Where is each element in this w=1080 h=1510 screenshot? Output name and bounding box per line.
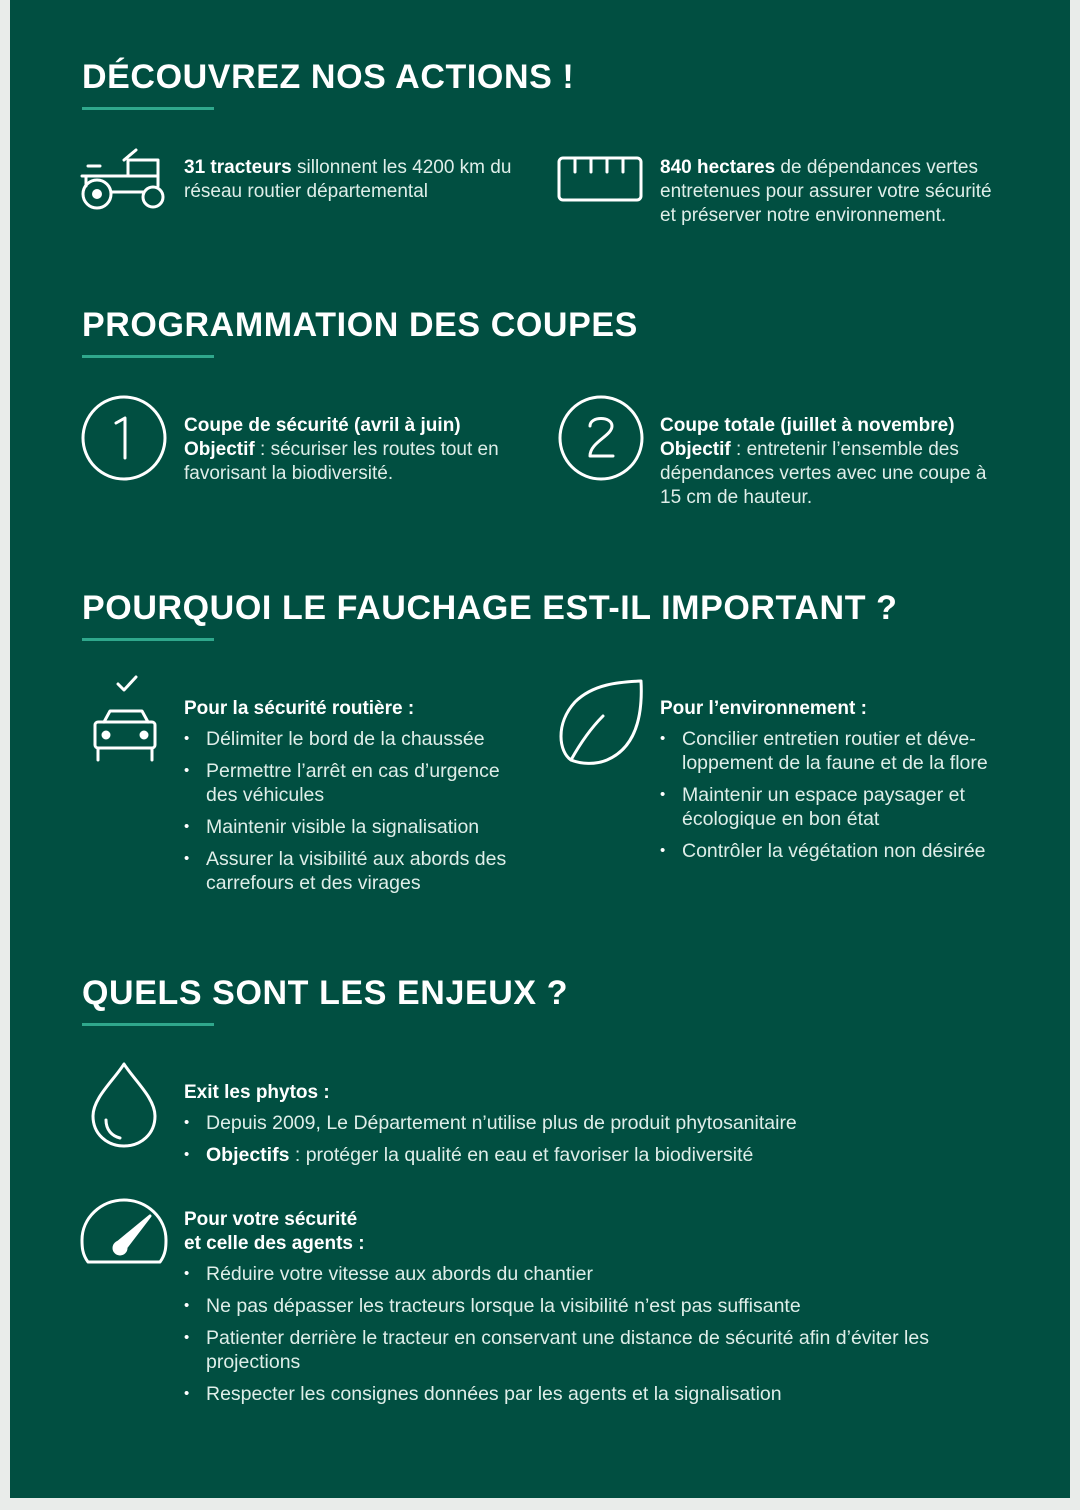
tractor-icon (80, 146, 170, 212)
heading-underline (82, 638, 214, 641)
leaf-icon (557, 678, 643, 764)
list-item: • Objectifs : protéger la qualité en eau et favoriser la biodiversité (184, 1143, 1034, 1167)
tractors-text: 31 tracteurs sillonnent les 4200 km du réseau routier départemental (184, 157, 512, 202)
list-item: • Depuis 2009, Le Département n’utilise plus de produit phytosanitaire (184, 1111, 1034, 1135)
phytos-block: Exit les phytos : • Depuis 2009, Le Département n’utilise plus de produit phytosanitaire • Objectifs : protéger la qualité en eau et favoriser la biodiversité (184, 1081, 1034, 1175)
car-check-icon (92, 674, 158, 766)
cut1-text: Coupe de sécurité (avril à juin) Objectif : sécuriser les routes tout en favorisant la biodiversité. (184, 415, 499, 484)
list-item: • Délimiter le bord de la chaussée (184, 727, 534, 751)
list-item: • Concilier entretien routier et déve-loppement de la faune et de la flore (660, 727, 1010, 775)
document-page (10, 0, 1070, 1498)
list-item: • Maintenir visible la signalisation (184, 815, 534, 839)
heading-enjeux: QUELS SONT LES ENJEUX ? (82, 974, 569, 1012)
heading-pourquoi: POURQUOI LE FAUCHAGE EST-IL IMPORTANT ? (82, 589, 898, 627)
number-one-icon (80, 394, 168, 482)
list-item: • Contrôler la végétation non désirée (660, 839, 1010, 863)
hectares-text: 840 hectares de dépendances vertes entretenues pour assurer votre sécurité et préserver notre environnement. (660, 157, 992, 226)
list-item: • Respecter les consignes données par les agents et la signalisation (184, 1382, 1034, 1406)
list-item: • Ne pas dépasser les tracteurs lorsque la visibilité n’est pas suffisante (184, 1294, 1034, 1318)
securite-agents-block: Pour votre sécurité et celle des agents : • Réduire votre vitesse aux abords du chantier • Ne pas dépasser les tracteurs lorsque la visibilité n’est pas suffisante • Patienter derrière le tracteur en conservant une distance de sécurité afin d’éviter les projections • Respecter les consignes données par les agents et la signalisation (184, 1208, 1034, 1414)
list-item: • Permettre l’arrêt en cas d’urgence des véhicules (184, 759, 534, 807)
heading-actions: DÉCOUVREZ NOS ACTIONS ! (82, 58, 575, 96)
list-item: • Maintenir un espace paysager et écologique en bon état (660, 783, 1010, 831)
water-drop-icon (90, 1060, 158, 1150)
list-item: • Assurer la visibilité aux abords des carrefours et des virages (184, 847, 534, 895)
heading-coupes: PROGRAMMATION DES COUPES (82, 306, 638, 344)
heading-underline (82, 1023, 214, 1026)
securite-routiere-block: Pour la sécurité routière : • Délimiter le bord de la chaussée • Permettre l’arrêt en cas d’urgence des véhicules • Maintenir visible la signalisation • Assurer la visibilité aux abords des carrefours et des virages (184, 697, 534, 903)
number-two-icon (557, 394, 645, 482)
ruler-icon (557, 156, 643, 204)
environnement-block: Pour l’environnement : • Concilier entretien routier et déve-loppement de la faune et de la flore • Maintenir un espace paysager et écologique en bon état • Contrôler la végétation non désirée (660, 697, 1010, 871)
list-item: • Patienter derrière le tracteur en conservant une distance de sécurité afin d’éviter les projections (184, 1326, 966, 1374)
heading-underline (82, 107, 214, 110)
list-item: • Réduire votre vitesse aux abords du chantier (184, 1262, 1034, 1286)
speedometer-icon (80, 1196, 168, 1266)
cut2-text: Coupe totale (juillet à novembre) Objectif : entretenir l’ensemble des dépendances vertes avec une coupe à 15 cm de hauteur. (660, 415, 987, 508)
heading-underline (82, 355, 214, 358)
